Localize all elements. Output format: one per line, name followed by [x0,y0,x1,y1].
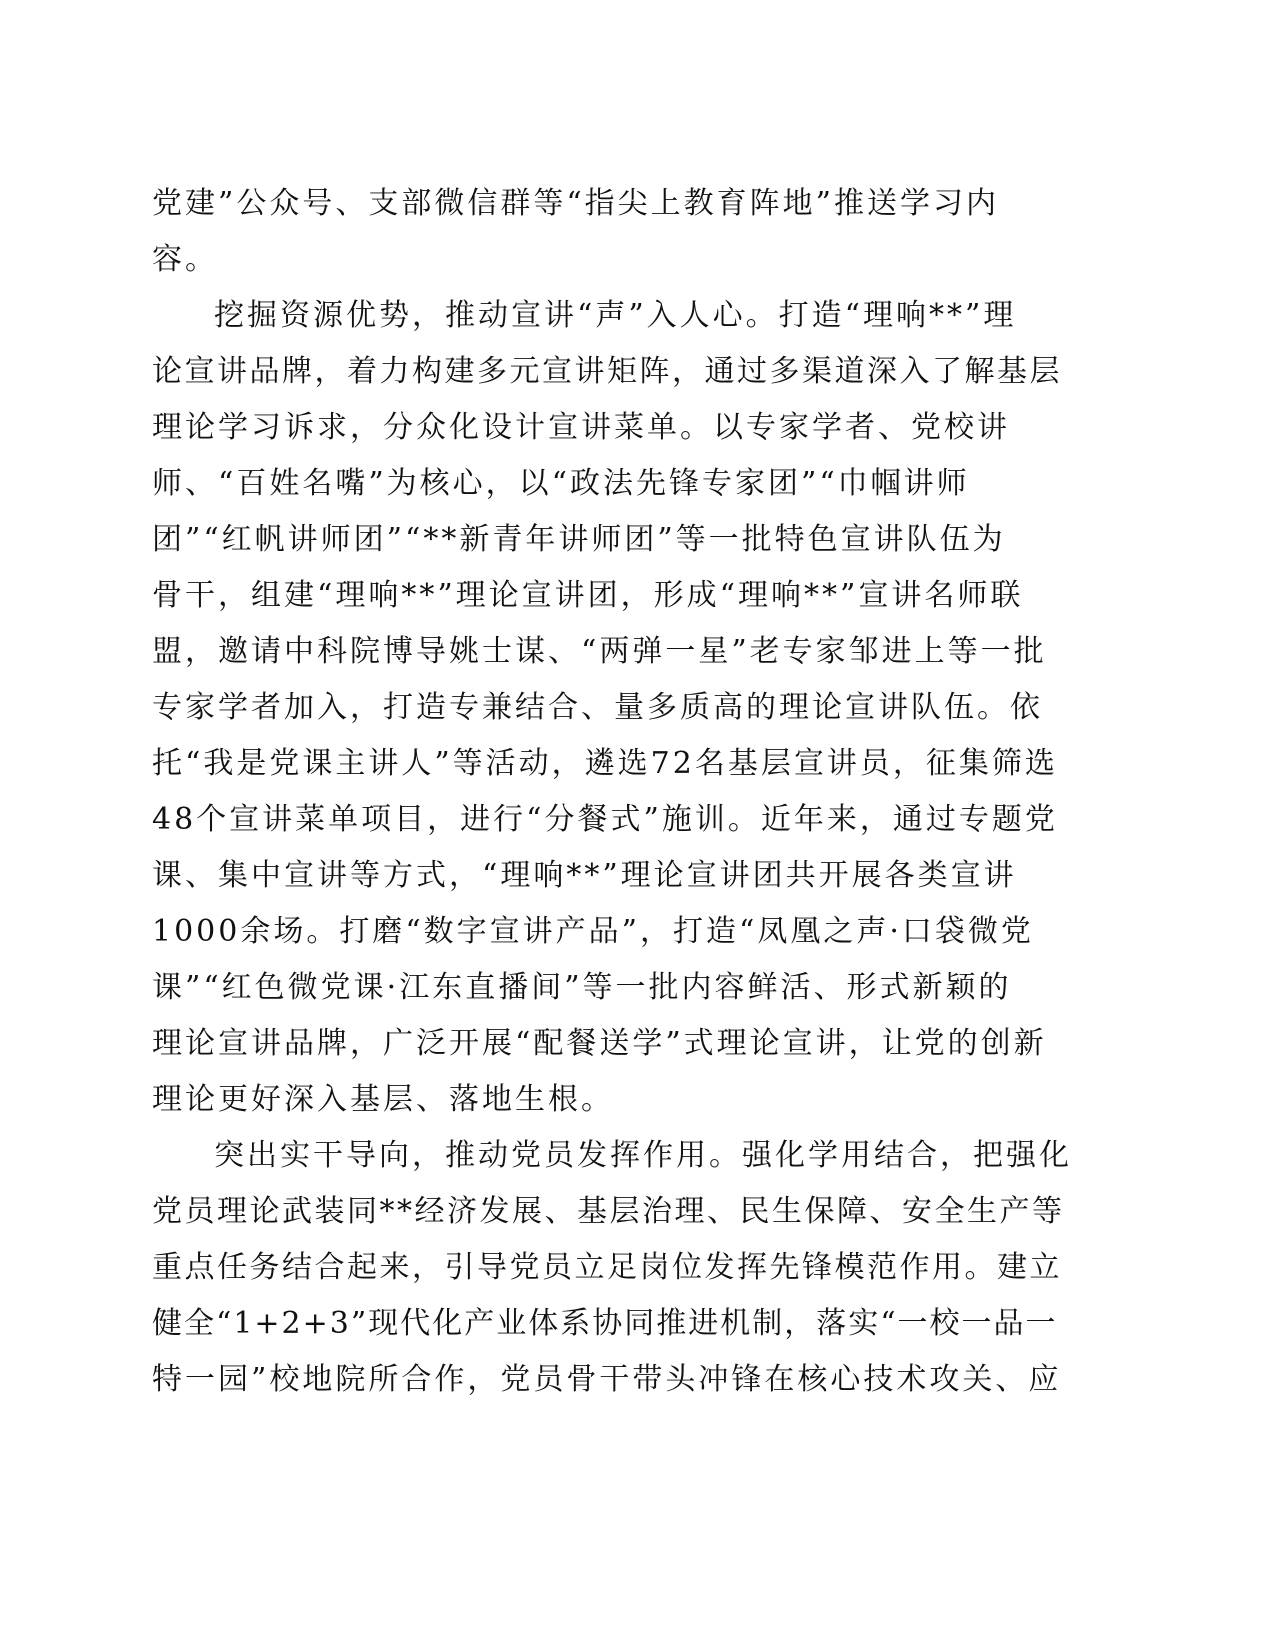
text-line: 骨干，组建“理响**”理论宣讲团，形成“理响**”宣讲名师联 [152,578,1024,613]
text-line: 48个宣讲菜单项目，进行“分餐式”施训。近年来，通过专题党 [152,802,1058,837]
text-line: 重点任务结合起来，引导党员立足岗位发挥先锋模范作用。建立 [152,1250,1062,1285]
body-text [152,176,1072,1408]
text-line: 容。 [152,242,218,277]
text-line: 盟，邀请中科院博导姚士谋、“两弹一星”老专家邹进上等一批 [152,634,1047,669]
text-line: 特一园”校地院所合作，党员骨干带头冲锋在核心技术攻关、应 [152,1362,1062,1397]
text-line: 挖掘资源优势，推动宣讲“声”入人心。打造“理响**”理 [214,298,1017,333]
text-line: 团”“红帆讲师团”“**新青年讲师团”等一批特色宣讲队伍为 [152,522,1006,557]
text-line: 托“我是党课主讲人”等活动，遴选72名基层宣讲员，征集筛选 [152,746,1058,781]
text-line: 课”“红色微党课·江东直播间”等一批内容鲜活、形式新颖的 [152,970,1012,1005]
text-line: 理论更好深入基层、落地生根。 [152,1082,614,1117]
text-line: 理论学习诉求，分众化设计宣讲菜单。以专家学者、党校讲 [152,410,1010,445]
text-line: 党员理论武装同**经济发展、基层治理、民生保障、安全生产等 [152,1194,1065,1229]
text-line: 突出实干导向，推动党员发挥作用。强化学用结合，把强化 [214,1138,1072,1173]
text-line: 党建”公众号、支部微信群等“指尖上教育阵地”推送学习内 [152,186,1000,221]
text-line: 理论宣讲品牌，广泛开展“配餐送学”式理论宣讲，让党的创新 [152,1026,1047,1061]
text-line: 课、集中宣讲等方式，“理响**”理论宣讲团共开展各类宣讲 [152,858,1017,893]
text-line: 论宣讲品牌，着力构建多元宣讲矩阵，通过多渠道深入了解基层 [152,354,1062,389]
text-line: 专家学者加入，打造专兼结合、量多质高的理论宣讲队伍。依 [152,690,1043,725]
text-line: 健全“1+2+3”现代化产业体系协同推进机制，落实“一校一品一 [152,1306,1058,1341]
text-line: 师、“百姓名嘴”为核心，以“政法先锋专家团”“巾帼讲师 [152,466,970,501]
text-line: 1000余场。打磨“数字宣讲产品”，打造“凤凰之声·口袋微党 [152,914,1034,949]
